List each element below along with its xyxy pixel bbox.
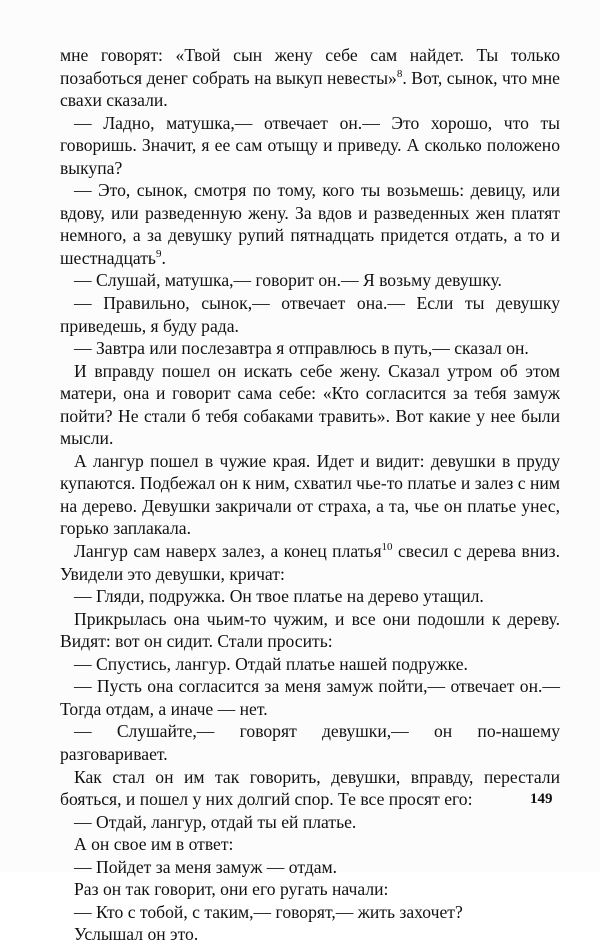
paragraph (60, 653, 560, 676)
paragraph (60, 833, 560, 856)
paragraph-text: Услышал он это. (74, 924, 199, 945)
paragraph-text: — Спустись, лангур. Отдай платье нашей подружке. (74, 653, 468, 674)
paragraph-text: — Пойдет за меня замуж — отдам. (74, 856, 338, 877)
paragraph (60, 292, 560, 337)
footnote-ref: 10 (381, 541, 393, 554)
paragraph-text: И вправду пошел он искать себе жену. Сказал утром об этом матери, она и говорит сама себе: «Кто согласится за тебя замуж пойти? Не стали б тебя собаками травить». Вот какие у нее были мысли. (60, 360, 560, 449)
paragraph (60, 540, 560, 585)
paragraph (60, 811, 560, 834)
paragraph-text: — Завтра или послезавтра я отправлюсь в путь,— сказал он. (74, 338, 529, 359)
page-number: 149 (530, 791, 553, 807)
paragraph-text: — Слушай, матушка,— говорит он.— Я возьму девушку. (74, 270, 502, 291)
paragraph-text: Как стал он им так говорить, девушки, вправду, перестали бояться, и пошел у них долгий спор. Те все просят его: (60, 766, 560, 810)
paragraph-text: — Ладно, матушка,— отвечает он.— Это хорошо, что ты говоришь. Значит, я ее сам отыщу и приведу. А сколько положено выкупа? (60, 112, 560, 178)
paragraph-text: Прикрылась она чьим-то чужим, и все они подошли к дереву. Видят: вот он сидит. Стали просить: (60, 608, 560, 652)
paragraph-text: А он свое им в ответ: (74, 834, 234, 855)
paragraph (60, 878, 560, 901)
paragraph-text: — Кто с тобой, с таким,— говорят,— жить захочет? (74, 901, 463, 922)
paragraph-text: свесил с дерева вниз. Увидели это девушки, кричат: (60, 541, 560, 584)
paragraph (60, 585, 560, 608)
paragraph (60, 360, 560, 450)
paragraph-text: . Вот, сынок, что мне свахи сказали. (60, 67, 560, 111)
paragraph (60, 269, 560, 292)
paragraph-text: — Гляди, подружка. Он твое платье на дерево утащил. (74, 586, 484, 607)
paragraph (60, 766, 560, 811)
body-text (60, 44, 560, 946)
paragraph (60, 337, 560, 360)
paragraph (60, 608, 560, 653)
paragraph (60, 675, 560, 720)
paragraph-text: — Правильно, сынок,— отвечает она.— Если ты девушку приведешь, я буду рада. (60, 293, 560, 336)
paragraph (60, 901, 560, 924)
paragraph-text: — Отдай, лангур, отдай ты ей платье. (74, 811, 357, 832)
paragraph-text: — Это, сынок, смотря по тому, кого ты возьмешь: девицу, или вдову, или разведенную жену. За вдов и разведенных жен платят немного, а за девушку рупий пятнадцать придется отдать, а то и шестнадцать (60, 180, 560, 268)
paragraph (60, 179, 560, 269)
paragraph-text: Лангур сам наверх залез, а конец платья (74, 541, 382, 562)
paragraph (60, 450, 560, 540)
paragraph (60, 720, 560, 765)
paragraph (60, 856, 560, 879)
paragraph (60, 112, 560, 180)
paragraph-text: — Пусть она согласится за меня замуж пойти,— отвечает он.— Тогда отдам, а иначе — нет. (60, 676, 560, 719)
paragraph-text: мне говорят: «Твой сын жену себе сам найдет. Ты только позаботься денег собрать на выкуп невесты» (60, 45, 560, 88)
paragraph (60, 44, 560, 112)
paragraph-text: — Слушайте,— говорят девушки,— он по-нашему разговаривает. (60, 721, 560, 764)
paragraph-text: А лангур пошел в чужие края. Идет и видит: девушки в пруду купаются. Подбежал он к ним, схватил чье-то платье и залез с ним на дерево. Девушки закричали от страха, а та, чье он платье унес, горько заплакала. (60, 450, 560, 539)
paragraph-text: . (161, 247, 166, 268)
footnote-ref: 8 (396, 67, 403, 80)
paragraph (60, 923, 560, 946)
footnote-ref: 9 (155, 248, 162, 261)
paragraph-text: Раз он так говорит, они его ругать начали: (74, 879, 389, 900)
